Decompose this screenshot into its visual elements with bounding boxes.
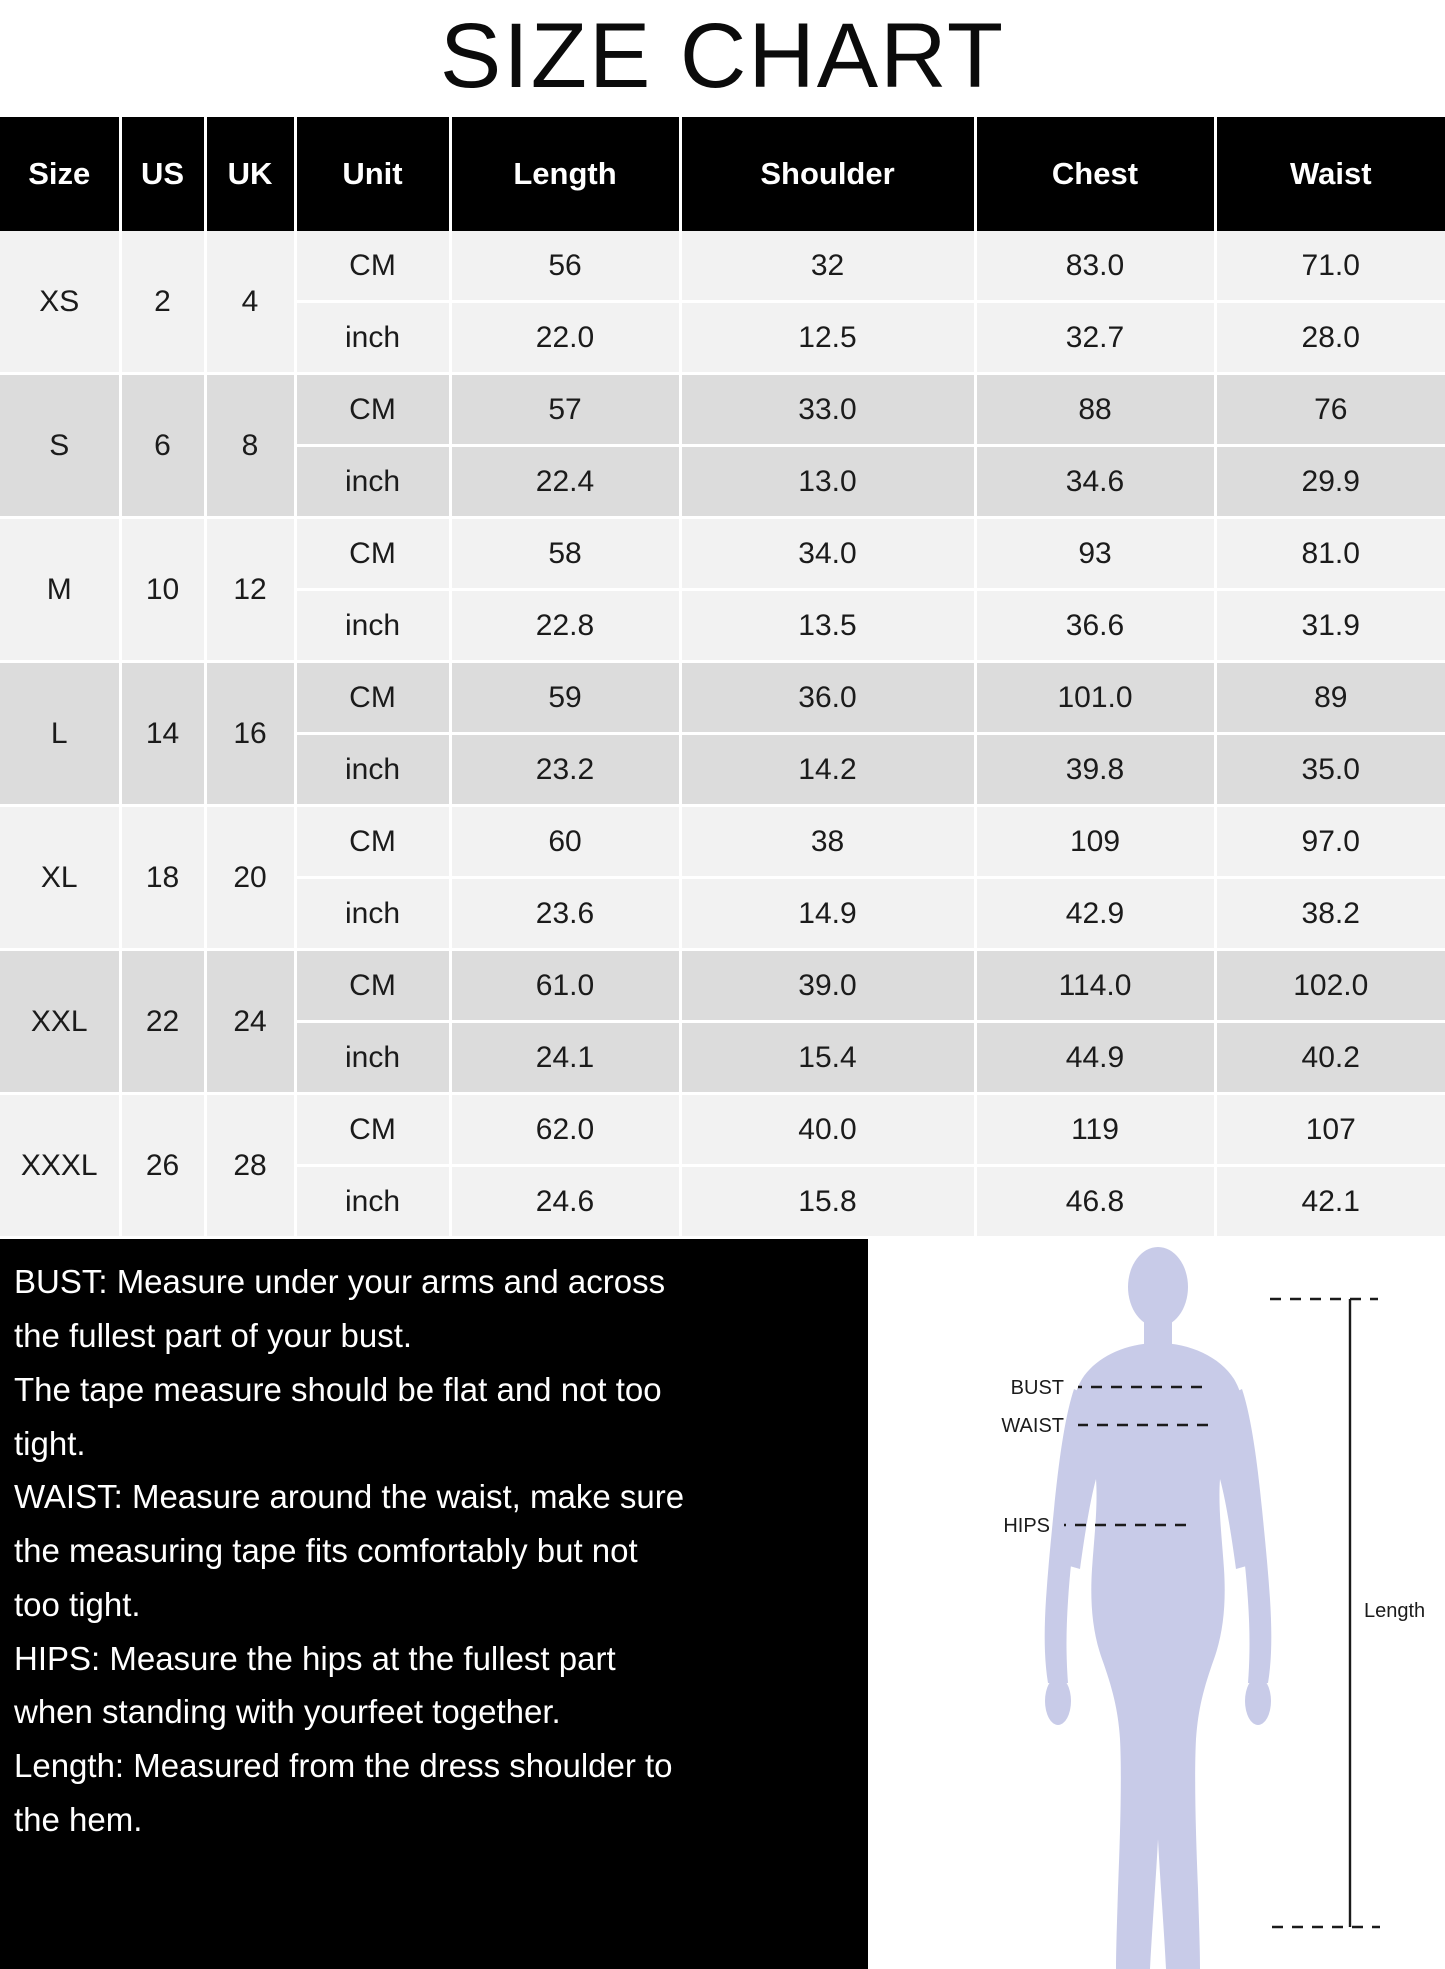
cell-length: 61.0 (450, 950, 680, 1022)
cell-uk: 20 (205, 806, 295, 950)
cell-size: XXXL (0, 1094, 120, 1238)
table-row (0, 806, 1445, 878)
table-row (0, 374, 1445, 446)
cell-size: XXL (0, 950, 120, 1094)
cell-size: S (0, 374, 120, 518)
cell-shoulder: 36.0 (680, 662, 975, 734)
cell-waist: 107 (1215, 1094, 1445, 1166)
table-row (0, 518, 1445, 590)
header-shoulder: Shoulder (680, 117, 975, 231)
cell-unit: CM (295, 662, 450, 734)
cell-chest: 101.0 (975, 662, 1215, 734)
header-us: US (120, 117, 205, 231)
cell-uk: 16 (205, 662, 295, 806)
cell-unit: inch (295, 1166, 450, 1238)
page-title: SIZE CHART (439, 5, 1006, 107)
instruction-line: BUST: Measure under your arms and across (14, 1263, 666, 1301)
instruction-line: the measuring tape fits comfortably but not (14, 1532, 638, 1570)
cell-shoulder: 13.5 (680, 590, 975, 662)
cell-shoulder: 32 (680, 231, 975, 302)
cell-chest: 36.6 (975, 590, 1215, 662)
cell-shoulder: 34.0 (680, 518, 975, 590)
cell-unit: inch (295, 878, 450, 950)
cell-unit: inch (295, 446, 450, 518)
cell-us: 2 (120, 231, 205, 374)
header-length: Length (450, 117, 680, 231)
instruction-line: when standing with yourfeet together. (14, 1693, 561, 1731)
cell-waist: 76 (1215, 374, 1445, 446)
instruction-line: HIPS: Measure the hips at the fullest part (14, 1639, 616, 1677)
cell-chest: 42.9 (975, 878, 1215, 950)
cell-waist: 29.9 (1215, 446, 1445, 518)
cell-unit: CM (295, 374, 450, 446)
cell-shoulder: 12.5 (680, 302, 975, 374)
cell-length: 58 (450, 518, 680, 590)
cell-chest: 93 (975, 518, 1215, 590)
cell-waist: 97.0 (1215, 806, 1445, 878)
instruction-line: too tight. (14, 1585, 141, 1623)
cell-chest: 88 (975, 374, 1215, 446)
cell-unit: CM (295, 806, 450, 878)
cell-shoulder: 40.0 (680, 1094, 975, 1166)
cell-size: XS (0, 231, 120, 374)
cell-waist: 42.1 (1215, 1166, 1445, 1238)
cell-length: 62.0 (450, 1094, 680, 1166)
cell-length: 23.2 (450, 734, 680, 806)
measure-instructions (0, 1239, 868, 1969)
label-waist: WAIST (1001, 1415, 1064, 1438)
instruction-line: the fullest part of your bust. (14, 1316, 413, 1354)
table-row (0, 231, 1445, 302)
header-chest: Chest (975, 117, 1215, 231)
cell-unit: inch (295, 1022, 450, 1094)
cell-shoulder: 14.9 (680, 878, 975, 950)
cell-unit: inch (295, 302, 450, 374)
cell-waist: 71.0 (1215, 231, 1445, 302)
header-waist: Waist (1215, 117, 1445, 231)
cell-us: 18 (120, 806, 205, 950)
cell-us: 14 (120, 662, 205, 806)
female-silhouette-icon (1045, 1247, 1272, 1969)
cell-unit: CM (295, 1094, 450, 1166)
cell-length: 59 (450, 662, 680, 734)
cell-uk: 24 (205, 950, 295, 1094)
header-size: Size (0, 117, 120, 231)
cell-waist: 81.0 (1215, 518, 1445, 590)
cell-waist: 40.2 (1215, 1022, 1445, 1094)
instruction-line: WAIST: Measure around the waist, make sure (14, 1478, 685, 1516)
cell-shoulder: 13.0 (680, 446, 975, 518)
label-bust: BUST (1010, 1377, 1064, 1400)
cell-waist: 28.0 (1215, 302, 1445, 374)
header-uk: UK (205, 117, 295, 231)
cell-us: 22 (120, 950, 205, 1094)
cell-unit: CM (295, 231, 450, 302)
cell-chest: 44.9 (975, 1022, 1215, 1094)
label-hips: HIPS (1003, 1515, 1050, 1538)
cell-waist: 89 (1215, 662, 1445, 734)
header-unit: Unit (295, 117, 450, 231)
size-chart-table (0, 117, 1445, 1239)
cell-shoulder: 39.0 (680, 950, 975, 1022)
cell-us: 10 (120, 518, 205, 662)
cell-uk: 4 (205, 231, 295, 374)
cell-size: XL (0, 806, 120, 950)
instruction-line: tight. (14, 1424, 86, 1462)
cell-length: 22.4 (450, 446, 680, 518)
cell-size: M (0, 518, 120, 662)
cell-unit: inch (295, 590, 450, 662)
cell-length: 22.8 (450, 590, 680, 662)
cell-size: L (0, 662, 120, 806)
cell-shoulder: 33.0 (680, 374, 975, 446)
cell-unit: CM (295, 518, 450, 590)
cell-shoulder: 15.8 (680, 1166, 975, 1238)
cell-length: 22.0 (450, 302, 680, 374)
cell-waist: 35.0 (1215, 734, 1445, 806)
cell-waist: 102.0 (1215, 950, 1445, 1022)
cell-us: 26 (120, 1094, 205, 1238)
cell-chest: 109 (975, 806, 1215, 878)
cell-length: 24.1 (450, 1022, 680, 1094)
cell-shoulder: 38 (680, 806, 975, 878)
cell-waist: 31.9 (1215, 590, 1445, 662)
cell-waist: 38.2 (1215, 878, 1445, 950)
cell-chest: 83.0 (975, 231, 1215, 302)
cell-shoulder: 15.4 (680, 1022, 975, 1094)
cell-chest: 39.8 (975, 734, 1215, 806)
cell-us: 6 (120, 374, 205, 518)
instruction-line: the hem. (14, 1801, 143, 1838)
cell-uk: 28 (205, 1094, 295, 1238)
cell-chest: 119 (975, 1094, 1215, 1166)
cell-chest: 114.0 (975, 950, 1215, 1022)
table-row (0, 950, 1445, 1022)
cell-length: 57 (450, 374, 680, 446)
cell-uk: 12 (205, 518, 295, 662)
cell-length: 56 (450, 231, 680, 302)
table-row (0, 1094, 1445, 1166)
cell-chest: 46.8 (975, 1166, 1215, 1238)
cell-length: 23.6 (450, 878, 680, 950)
instruction-line: The tape measure should be flat and not too (14, 1370, 662, 1408)
instruction-line: Length: Measured from the dress shoulder to (14, 1747, 673, 1785)
cell-length: 60 (450, 806, 680, 878)
cell-uk: 8 (205, 374, 295, 518)
cell-chest: 32.7 (975, 302, 1215, 374)
table-header-row (0, 117, 1445, 231)
table-row (0, 662, 1445, 734)
measure-guide-section (0, 1239, 1445, 1969)
cell-shoulder: 14.2 (680, 734, 975, 806)
cell-unit: inch (295, 734, 450, 806)
label-length: Length (1364, 1600, 1426, 1623)
cell-chest: 34.6 (975, 446, 1215, 518)
cell-unit: CM (295, 950, 450, 1022)
body-measurement-diagram (868, 1239, 1445, 1969)
cell-length: 24.6 (450, 1166, 680, 1238)
